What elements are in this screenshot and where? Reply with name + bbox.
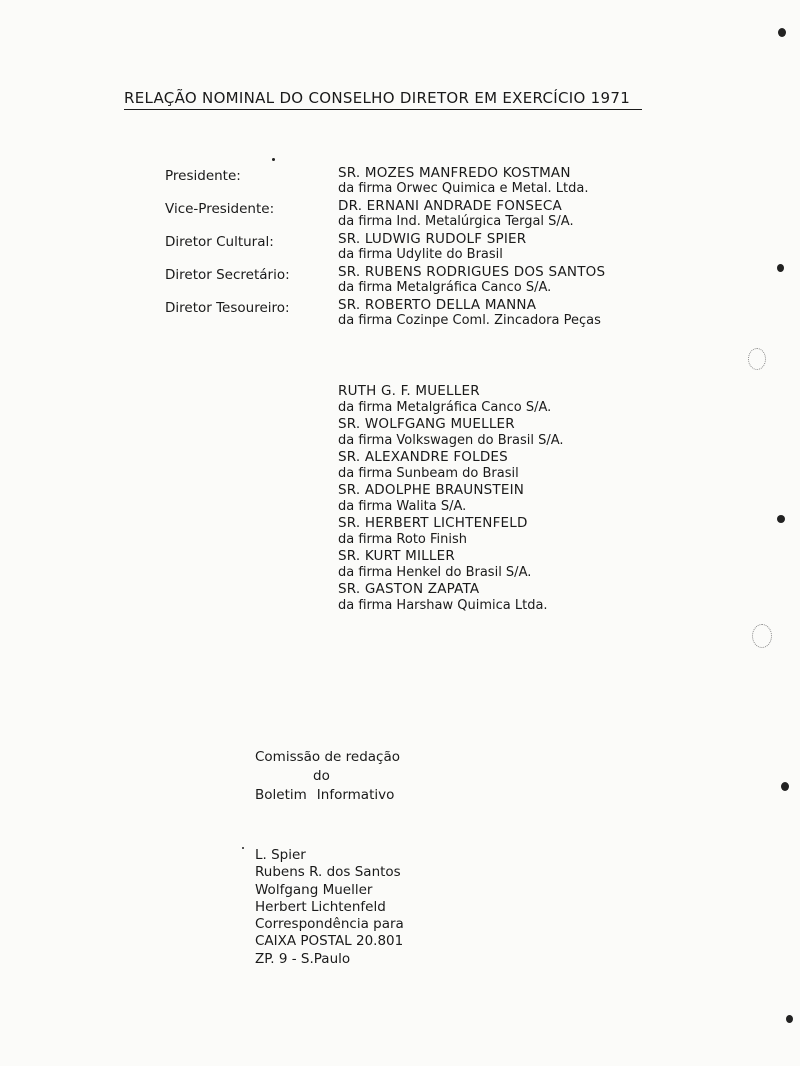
officer-name: SR. RUBENS RODRIGUES DOS SANTOS: [338, 264, 606, 280]
binder-hole-mark: [786, 1015, 793, 1023]
binder-hole-mark: [777, 515, 785, 523]
member-firm: da firma Metalgráfica Canco S/A.: [338, 400, 552, 415]
contact-line: ZP. 9 - S.Paulo: [255, 950, 351, 967]
officer-name: DR. ERNANI ANDRADE FONSECA: [338, 198, 562, 214]
member-firm: da firma Henkel do Brasil S/A.: [338, 565, 532, 580]
officer-firm: da firma Metalgráfica Canco S/A.: [338, 280, 552, 295]
contact-line: Correspondência para: [255, 916, 404, 933]
member-firm: da firma Sunbeam do Brasil: [338, 466, 519, 481]
contact-line: CAIXA POSTAL 20.801: [255, 933, 404, 950]
binder-hole-mark: [777, 264, 784, 272]
officer-entry: [165, 264, 645, 297]
contact-line: Herbert Lichtenfeld: [255, 898, 386, 915]
member-name: SR. WOLFGANG MUELLER: [338, 416, 515, 432]
contact-line: Wolfgang Mueller: [255, 881, 373, 898]
editorial-committee: [255, 748, 555, 805]
officer-firm: da firma Udylite do Brasil: [338, 247, 503, 262]
officer-entry: [165, 297, 645, 330]
member-name: SR. HERBERT LICHTENFELD: [338, 515, 528, 531]
committee-line: [255, 786, 555, 805]
officer-entry: [165, 165, 645, 198]
document-title: RELAÇÃO NOMINAL DO CONSELHO DIRETOR EM EXERCÍCIO 1971: [124, 89, 642, 110]
officer-role: Diretor Tesoureiro:: [165, 300, 290, 316]
contacts-block: [255, 847, 555, 968]
member-entry: [338, 416, 758, 449]
officer-role: Diretor Cultural:: [165, 234, 274, 250]
binder-hole-mark: [778, 28, 786, 37]
member-entry: [338, 383, 758, 416]
member-name: SR. ALEXANDRE FOLDES: [338, 449, 508, 465]
officer-firm: da firma Cozinpe Coml. Zincadora Peças: [338, 313, 601, 328]
binder-hole-mark: [781, 782, 789, 791]
committee-word: Boletim: [255, 787, 307, 803]
officer-firm: da firma Orwec Quimica e Metal. Ltda.: [338, 181, 589, 196]
officer-role: Presidente:: [165, 168, 241, 184]
member-name: SR. KURT MILLER: [338, 548, 455, 564]
member-name: RUTH G. F. MUELLER: [338, 383, 480, 399]
committee-line: do: [313, 768, 330, 784]
contact-line: Rubens R. dos Santos: [255, 864, 401, 881]
member-firm: da firma Roto Finish: [338, 532, 468, 547]
officers-list: [165, 165, 645, 330]
member-firm: da firma Walita S/A.: [338, 499, 467, 514]
member-entry: [338, 581, 758, 614]
contact-line: L. Spier: [255, 847, 306, 863]
member-entry: [338, 548, 758, 581]
faint-hole-mark: [752, 624, 772, 648]
member-firm: da firma Harshaw Quimica Ltda.: [338, 598, 548, 613]
members-list: [338, 383, 758, 614]
officer-name: SR. LUDWIG RUDOLF SPIER: [338, 231, 527, 247]
officer-name: SR. ROBERTO DELLA MANNA: [338, 297, 537, 313]
member-entry: [338, 482, 758, 515]
committee-word: Informativo: [316, 787, 395, 803]
officer-firm: da firma Ind. Metalúrgica Tergal S/A.: [338, 214, 574, 229]
member-entry: [338, 515, 758, 548]
member-firm: da firma Volkswagen do Brasil S/A.: [338, 433, 564, 448]
officer-entry: [165, 231, 645, 264]
speck-mark: [242, 847, 244, 849]
speck-mark: [272, 158, 275, 161]
member-name: SR. ADOLPHE BRAUNSTEIN: [338, 482, 525, 498]
faint-hole-mark: [748, 348, 766, 370]
officer-role: Diretor Secretário:: [165, 267, 290, 283]
officer-name: SR. MOZES MANFREDO KOSTMAN: [338, 165, 571, 181]
officer-entry: [165, 198, 645, 231]
member-entry: [338, 449, 758, 482]
committee-line: Comissão de redação: [255, 749, 400, 765]
officer-role: Vice-Presidente:: [165, 201, 275, 217]
member-name: SR. GASTON ZAPATA: [338, 581, 480, 597]
